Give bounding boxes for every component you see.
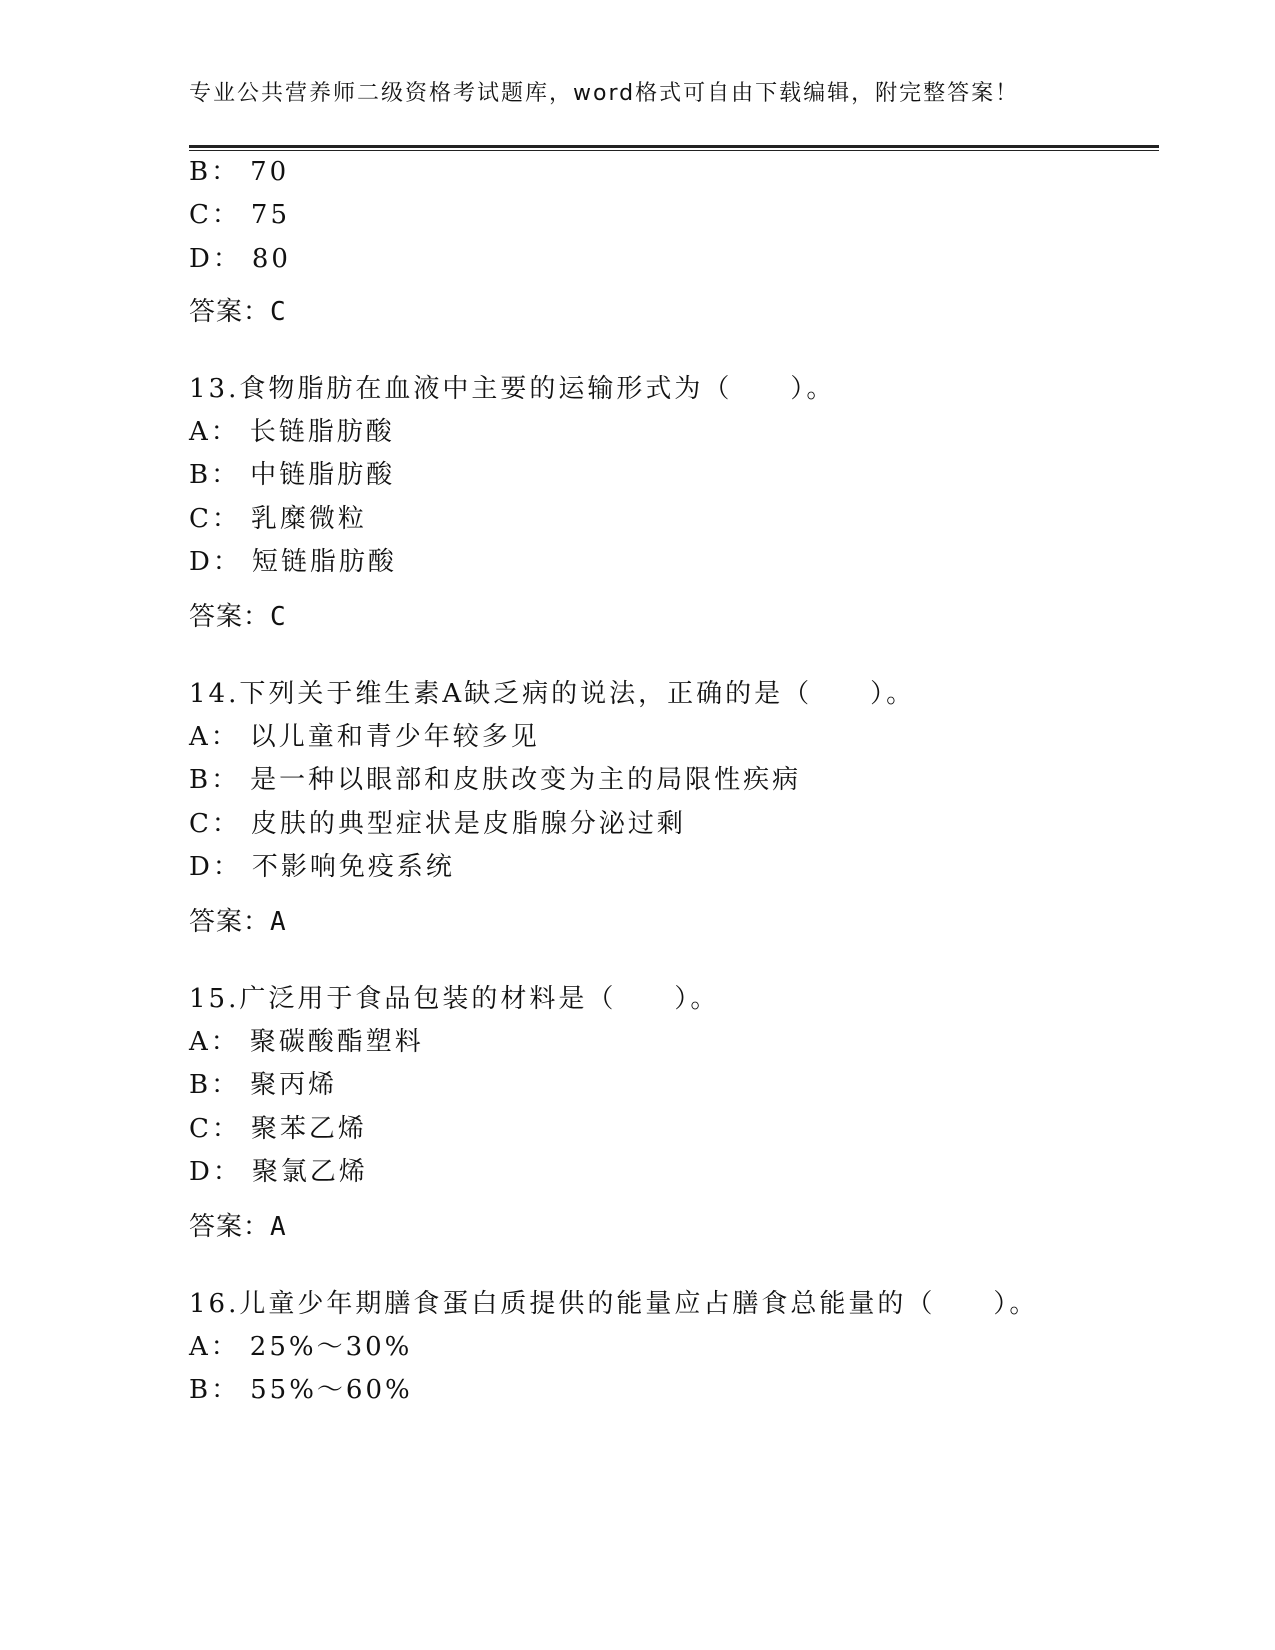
option-c [189, 1113, 367, 1145]
option-b [189, 764, 801, 796]
option-label: A： [189, 417, 240, 447]
option-text: 75 [250, 200, 290, 230]
option-b [189, 1374, 413, 1406]
answer-label: 答案： [189, 907, 271, 937]
option-label: C： [189, 504, 241, 534]
answer-value: C [270, 297, 287, 327]
option-label: D： [189, 852, 242, 882]
option-text: 聚丙烯 [250, 1070, 338, 1100]
option-label: B： [189, 1375, 241, 1405]
question-stem: 14.下列关于维生素A缺乏病的说法，正确的是（ ）。 [189, 679, 916, 709]
option-text: 不影响免疫系统 [251, 852, 455, 882]
option-c [189, 503, 367, 535]
question-stem: 16.儿童少年期膳食蛋白质提供的能量应占膳食总能量的（ ）。 [189, 1289, 1039, 1319]
option-text: 中链脂肪酸 [250, 460, 396, 490]
option-text: 短链脂肪酸 [251, 547, 397, 577]
page-header: 专业公共营养师二级资格考试题库，word格式可自由下载编辑，附完整答案！ [189, 81, 1020, 106]
answer-line [189, 1211, 287, 1243]
option-text: 聚氯乙烯 [251, 1157, 368, 1187]
option-label: C： [189, 1114, 241, 1144]
option-label: D： [189, 547, 242, 577]
option-text: 长链脂肪酸 [249, 417, 395, 447]
answer-label: 答案： [189, 1212, 271, 1242]
question-stem: 13.食物脂肪在血液中主要的运输形式为（ ）。 [189, 374, 836, 404]
answer-value: A [270, 1212, 287, 1242]
option-label: A： [189, 1332, 240, 1362]
question-stem: 15.广泛用于食品包装的材料是（ ）。 [189, 984, 720, 1014]
option-a [189, 721, 540, 753]
option-label: C： [189, 809, 241, 839]
option-text: 乳糜微粒 [250, 504, 367, 534]
option-text: 70 [250, 157, 290, 187]
option-d [189, 851, 455, 883]
answer-line [189, 296, 287, 328]
option-label: C： [189, 200, 241, 230]
answer-label: 答案： [189, 297, 271, 327]
option-c [189, 808, 686, 840]
option-text: 55%～60% [250, 1375, 413, 1405]
option-text: 25%～30% [249, 1332, 413, 1362]
option-label: B： [189, 1070, 241, 1100]
option-a [189, 1026, 424, 1058]
option-label: B： [189, 157, 241, 187]
option-text: 聚碳酸酯塑料 [249, 1027, 424, 1057]
option-b [189, 156, 289, 188]
option-label: A： [189, 722, 240, 752]
option-text: 以儿童和青少年较多见 [249, 722, 540, 752]
option-text: 皮肤的典型症状是皮脂腺分泌过剩 [250, 809, 686, 839]
option-d [189, 1156, 368, 1188]
option-d [189, 546, 397, 578]
option-label: A： [189, 1027, 240, 1057]
option-b [189, 1069, 337, 1101]
option-a [189, 1331, 412, 1363]
option-label: D： [189, 1157, 242, 1187]
header-divider [189, 145, 1159, 151]
option-label: B： [189, 460, 241, 490]
option-b [189, 459, 395, 491]
option-text: 80 [251, 244, 291, 274]
option-d [189, 243, 291, 275]
option-label: D： [189, 244, 242, 274]
answer-value: C [270, 602, 287, 632]
answer-value: A [270, 907, 287, 937]
option-a [189, 416, 395, 448]
option-label: B： [189, 765, 241, 795]
option-text: 是一种以眼部和皮肤改变为主的局限性疾病 [250, 765, 802, 795]
option-c [189, 199, 290, 231]
answer-line [189, 601, 287, 633]
answer-line [189, 906, 287, 938]
option-text: 聚苯乙烯 [250, 1114, 367, 1144]
answer-label: 答案： [189, 602, 271, 632]
